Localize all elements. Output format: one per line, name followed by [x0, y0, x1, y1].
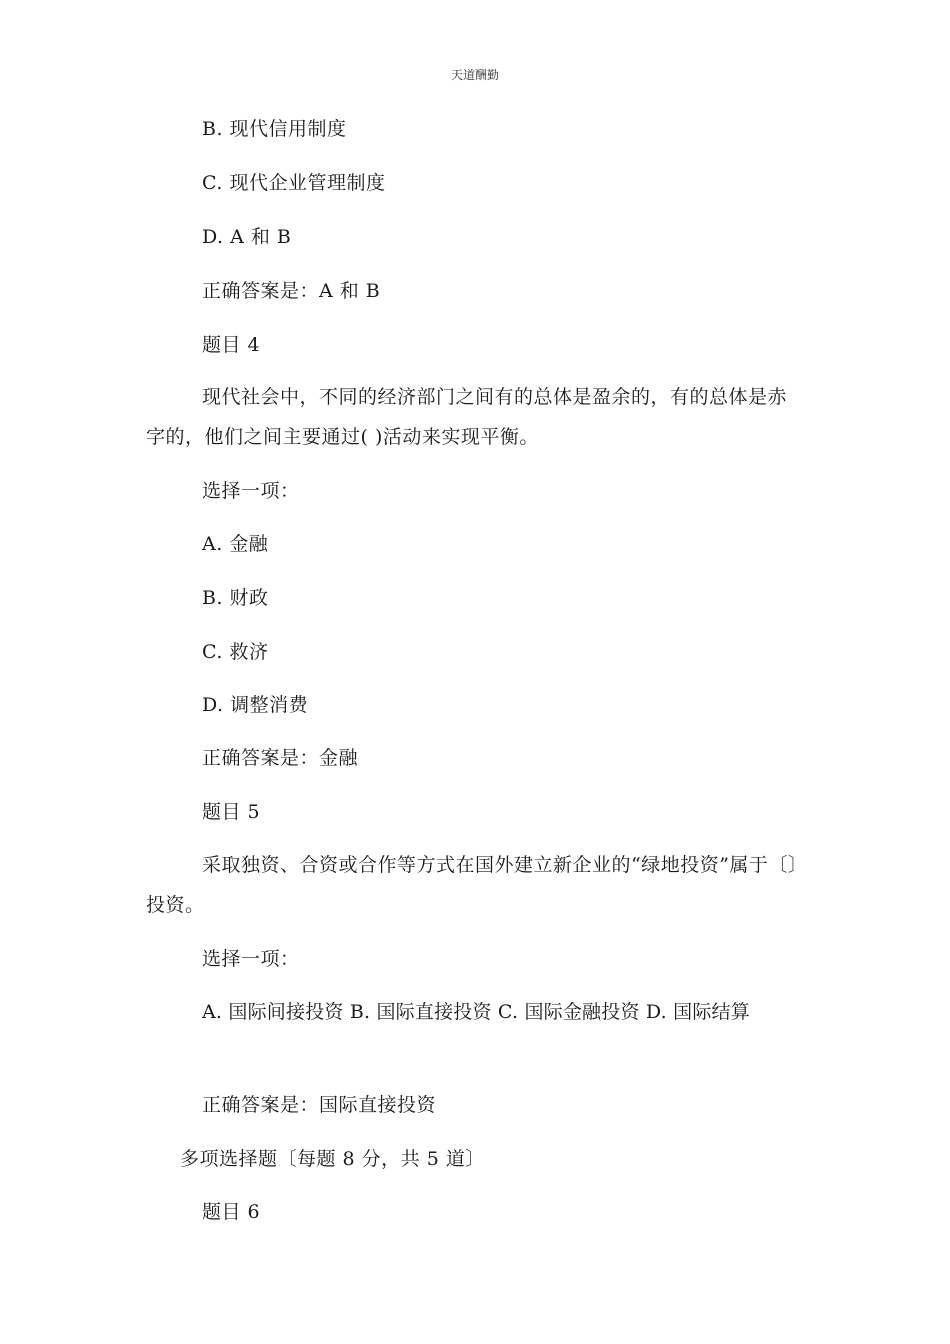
- q5-prompt: 选择一项：: [202, 948, 300, 970]
- q4-title: 题目 4: [202, 334, 261, 356]
- q4-option-b: B. 财政: [202, 587, 269, 609]
- q4-prompt: 选择一项：: [202, 480, 300, 502]
- q5-options: A. 国际间接投资 B. 国际直接投资 C. 国际金融投资 D. 国际结算: [202, 1001, 750, 1023]
- q4-answer: 正确答案是：金融: [202, 747, 359, 769]
- q4-option-d: D. 调整消费: [202, 694, 309, 716]
- q3-option-c: C. 现代企业管理制度: [202, 172, 386, 194]
- q3-option-b: B. 现代信用制度: [202, 118, 347, 140]
- page-header: 天道酬勤: [450, 68, 499, 82]
- q5-answer: 正确答案是：国际直接投资: [202, 1094, 437, 1116]
- q6-title: 题目 6: [202, 1201, 261, 1223]
- section-heading: 多项选择题〔每题 8 分，共 5 道〕: [180, 1148, 485, 1170]
- q5-stem: 采取独资、合资或合作等方式在国外建立新企业的“绿地投资”属于〔〕投资。: [146, 854, 798, 916]
- q3-answer: 正确答案是：A 和 B: [202, 280, 381, 302]
- q4-option-c: C. 救济: [202, 641, 269, 663]
- q3-option-d: D. A 和 B: [202, 226, 292, 248]
- q5-title: 题目 5: [202, 801, 261, 823]
- q4-option-a: A. 金融: [202, 533, 269, 555]
- q4-stem: 现代社会中，不同的经济部门之间有的总体是盈余的，有的总体是赤字的，他们之间主要通过( )活动来实现平衡。: [146, 386, 788, 448]
